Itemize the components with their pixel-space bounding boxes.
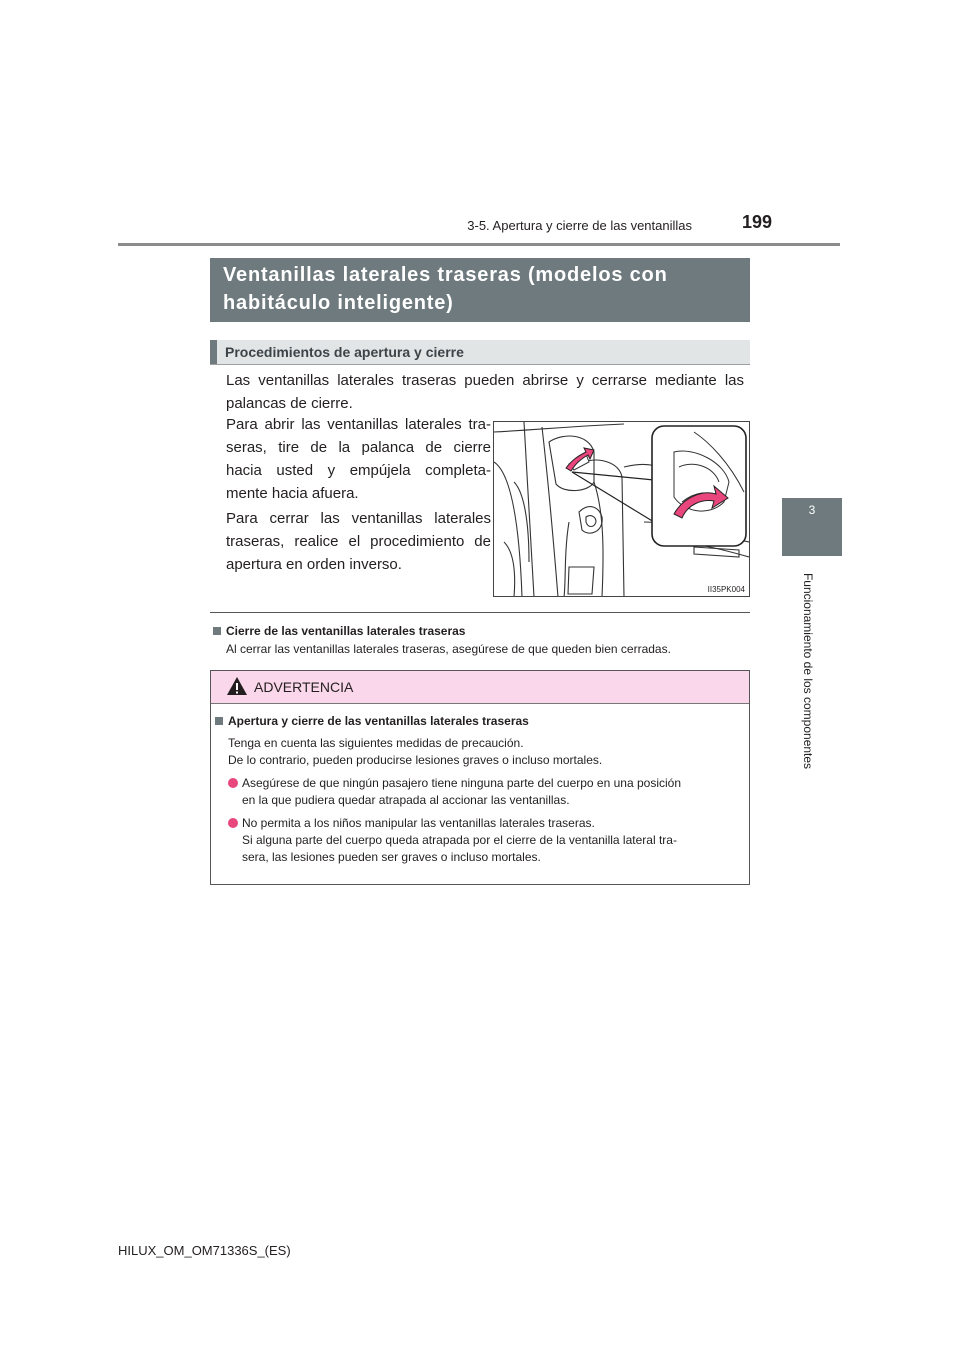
bullet-2-line1: No permita a los niños manipular las ventanillas laterales traseras.	[242, 816, 595, 830]
open-line: Para abrir las ventanillas laterales tra-	[226, 416, 491, 433]
intro-line1: Las ventanillas laterales traseras pueden abrirse y cerrarse mediante las	[226, 372, 744, 389]
header-section-title: 3-5. Apertura y cierre de las ventanillas	[467, 218, 692, 233]
open-paragraph	[226, 413, 491, 505]
warning-bullet-1	[228, 775, 744, 809]
warning-heading: ADVERTENCIA	[254, 679, 354, 695]
close-line: traseras, realice el procedimiento de	[226, 533, 491, 550]
bullet-2-line3: sera, las lesiones pueden ser graves o incluso mortales.	[242, 850, 541, 864]
bullet-dot-icon	[228, 818, 238, 828]
note-text: Al cerrar las ventanillas laterales traseras, asegúrese de que queden bien cerradas.	[226, 642, 671, 656]
close-line: Para cerrar las ventanillas laterales	[226, 510, 491, 527]
section-title-line1: Ventanillas laterales traseras (modelos con	[223, 264, 668, 286]
page-number: 199	[741, 212, 772, 232]
note-title	[213, 624, 465, 638]
warning-box	[210, 670, 750, 885]
intro-line2: palancas de cierre.	[226, 395, 353, 412]
bullet-1-line2: en la que pudiera quedar atrapada al accionar las ventanillas.	[242, 793, 570, 807]
close-paragraph	[226, 507, 491, 576]
illustration-code: II35PK004	[707, 585, 745, 594]
open-line: hacia usted y empújela completa-	[226, 462, 491, 479]
car-interior-illustration	[494, 422, 749, 596]
warning-item-title	[215, 714, 529, 728]
section-title-line2: habitáculo inteligente)	[223, 292, 454, 314]
warning-triangle-icon	[226, 676, 248, 696]
warning-bullet-2	[228, 815, 744, 866]
divider	[210, 612, 750, 613]
bullet-1-line1: Asegúrese de que ningún pasajero tiene ninguna parte del cuerpo en una posición	[242, 776, 681, 790]
header-rule	[118, 243, 840, 246]
bullet-dot-icon	[228, 778, 238, 788]
footer-code: HILUX_OM_OM71336S_(ES)	[118, 1243, 291, 1258]
side-label	[795, 566, 821, 776]
side-tab	[782, 498, 842, 556]
warning-header	[211, 671, 749, 704]
note-title-text: Cierre de las ventanillas laterales traseras	[226, 624, 466, 638]
subsection-heading	[210, 340, 750, 365]
warning-intro-line2: De lo contrario, pueden producirse lesiones graves o incluso mortales.	[228, 753, 603, 767]
subsection-title: Procedimientos de apertura y cierre	[225, 344, 464, 360]
square-bullet-icon	[215, 717, 223, 725]
side-label-text: Funcionamiento de los componentes	[801, 572, 815, 770]
subsection-bar	[210, 340, 217, 364]
warning-intro-line1: Tenga en cuenta las siguientes medidas de precaución.	[228, 736, 524, 750]
bullet-2-line2: Si alguna parte del cuerpo queda atrapada por el cierre de la ventanilla lateral tra-	[242, 833, 677, 847]
intro-paragraph	[226, 369, 744, 415]
section-title	[210, 258, 750, 322]
illustration	[493, 421, 750, 597]
side-tab-number: 3	[808, 503, 816, 517]
warning-intro	[228, 735, 602, 769]
close-line: apertura en orden inverso.	[226, 556, 402, 573]
open-line: mente hacia afuera.	[226, 485, 359, 502]
square-bullet-icon	[213, 627, 221, 635]
warning-item-title-text: Apertura y cierre de las ventanillas laterales traseras	[228, 714, 529, 728]
open-line: seras, tire de la palanca de cierre	[226, 439, 491, 456]
